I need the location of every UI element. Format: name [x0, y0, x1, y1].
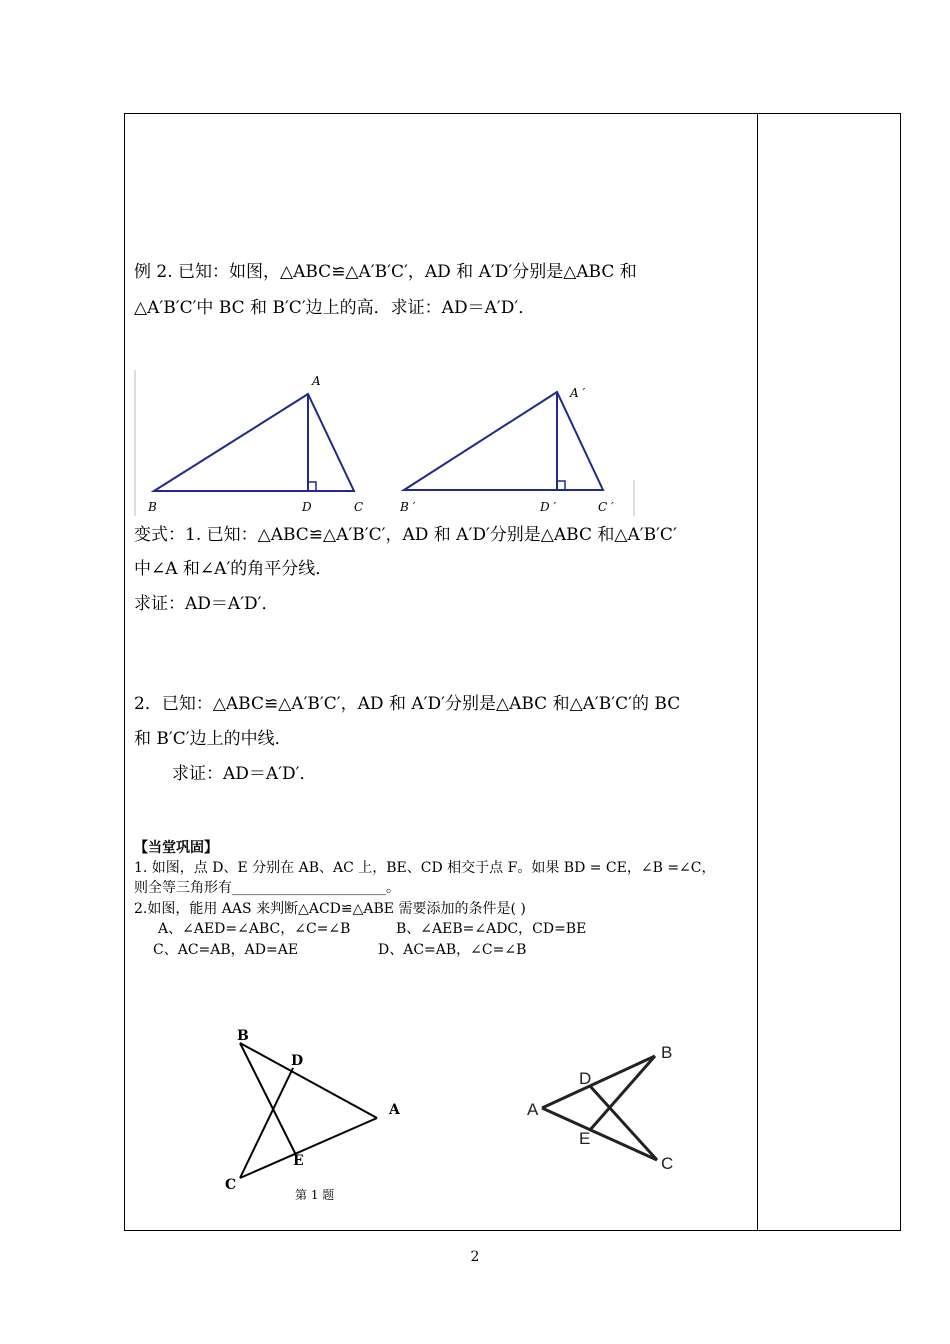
segment-dc: [590, 1086, 657, 1160]
q2-label-D: D: [579, 1069, 592, 1088]
q1-line1: 1. 如图，点 D、E 分别在 AB、AC 上，BE、CD 相交于点 F。如果 BD = CE，∠B =∠C，: [134, 860, 716, 876]
q2-option-c: C、AC=AB，AD=AE: [153, 942, 299, 958]
segment-cd: [240, 1068, 293, 1178]
q1-line2: 则全等三角形有______________________。: [134, 880, 400, 896]
segment-ca: [240, 1118, 377, 1178]
segment-eb: [590, 1056, 655, 1130]
q2-option-b: B、∠AEB=∠ADC，CD=BE: [396, 921, 587, 937]
label-D-prime: D ′: [540, 500, 557, 514]
q2-label-B: B: [661, 1043, 673, 1062]
column-divider: [757, 113, 758, 1231]
q1-label-E: E: [293, 1153, 304, 1169]
segment-ac: [542, 1108, 657, 1160]
variant2-line2: 和 B′C′边上的中线．: [134, 729, 292, 749]
consolidation-heading: 【当堂巩固】: [134, 840, 218, 856]
q2-option-d: D、AC=AB，∠C=∠B: [378, 942, 527, 958]
figure-triangles-heights: [134, 368, 636, 518]
triangle-abc-prime: [404, 392, 603, 490]
q2-label-C: C: [661, 1154, 674, 1173]
label-C-prime: C ′: [598, 500, 614, 514]
segment-ba: [240, 1043, 377, 1118]
figure-q1: [220, 1025, 410, 1205]
variant1-line3: 求证：AD＝A′D′．: [134, 594, 279, 614]
label-A-prime: A ′: [570, 386, 586, 400]
right-angle-mark-d: [308, 482, 316, 491]
q1-label-B: B: [237, 1028, 249, 1044]
label-B: B: [148, 500, 157, 514]
example2-line2: △A′B′C′中 BC 和 B′C′边上的高．求证：AD＝A′D′．: [134, 298, 536, 318]
variant1-line2: 中∠A 和∠A′的角平分线．: [134, 559, 333, 579]
triangle-abc: [154, 394, 354, 491]
segment-be: [240, 1043, 296, 1155]
label-C: C: [354, 500, 364, 514]
example2-line1: 例 2. 已知：如图，△ABC≌△A′B′C′，AD 和 A′D′分别是△ABC 和: [134, 262, 637, 282]
label-A: A: [312, 374, 321, 388]
q2-option-a: A、∠AED=∠ABC，∠C=∠B: [158, 921, 351, 937]
label-D: D: [302, 500, 312, 514]
variant2-line3: 求证：AD＝A′D′．: [172, 764, 317, 784]
q2-label-E: E: [579, 1129, 591, 1148]
q2-label-A: A: [527, 1100, 539, 1119]
variant1-line1: 变式：1. 已知：△ABC≌△A′B′C′，AD 和 A′D′分别是△ABC 和△A′B′C′: [134, 525, 677, 545]
variant2-line1: 2．已知：△ABC≌△A′B′C′，AD 和 A′D′分别是△ABC 和△A′B′C′的 BC: [134, 694, 681, 714]
q1-label-A: A: [389, 1102, 400, 1118]
figure-q2: [522, 1038, 682, 1178]
right-angle-mark-d-prime: [557, 481, 565, 490]
page-number: 2: [470, 1249, 480, 1265]
q2-stem: 2.如图，能用 AAS 来判断△ACD≌△ABE 需要添加的条件是( ): [134, 901, 526, 917]
label-B-prime: B ′: [400, 500, 416, 514]
q1-caption: 第 1 题: [295, 1188, 335, 1202]
segment-ab: [542, 1056, 655, 1108]
q1-label-D: D: [291, 1053, 304, 1069]
q1-label-C: C: [225, 1177, 237, 1193]
